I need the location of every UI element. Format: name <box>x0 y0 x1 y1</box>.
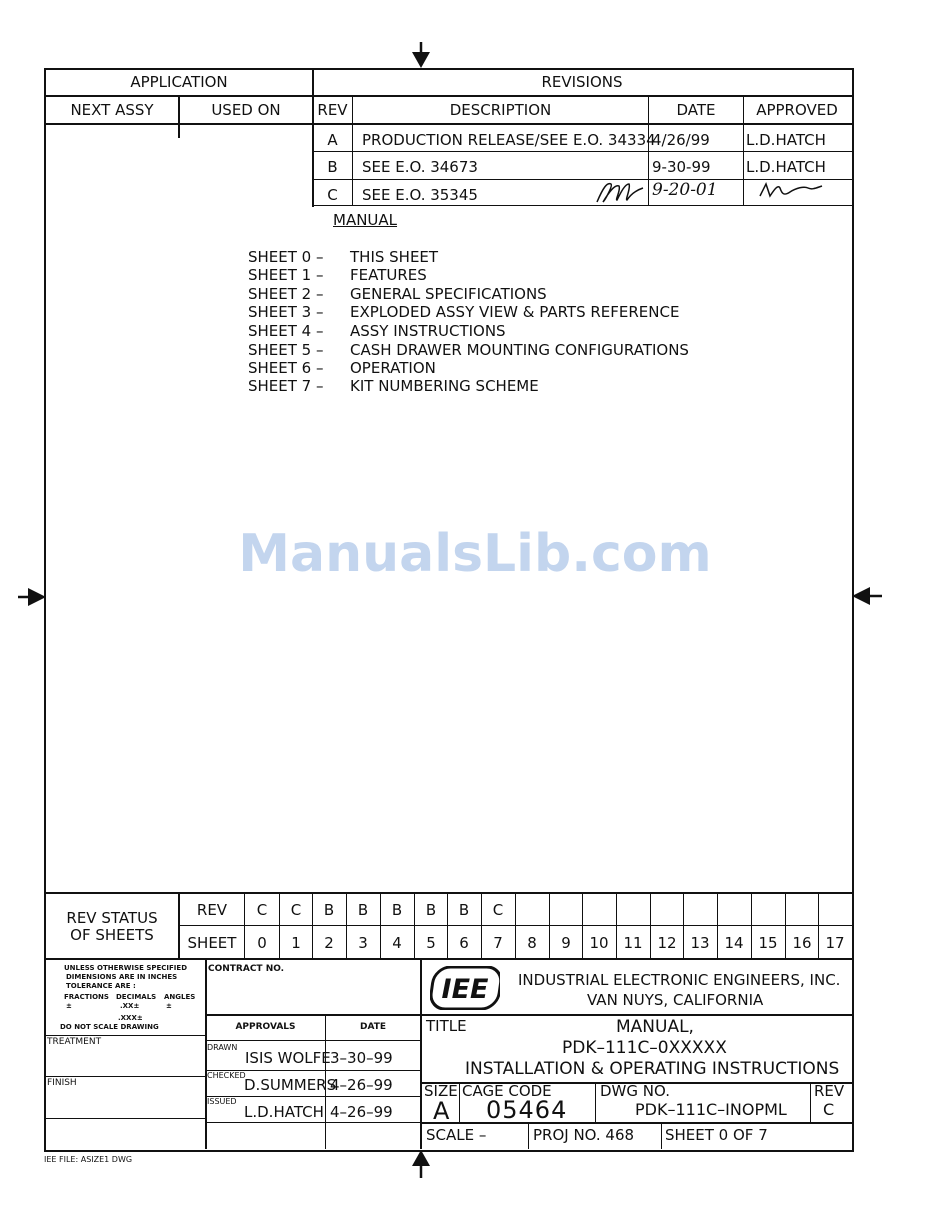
notes-xx: .XX± <box>120 1002 140 1010</box>
sheet-list-code: SHEET 7 – <box>248 377 324 395</box>
notes-pm1: ± <box>66 1002 72 1010</box>
rev-b-date: 9-30-99 <box>652 158 711 176</box>
notes-angles: ANGLES <box>164 993 196 1001</box>
rev-b-letter: B <box>327 158 338 176</box>
rev-status-rev-cell: B <box>391 901 403 919</box>
rev-value: C <box>823 1100 835 1119</box>
rev-c-signature-icon <box>593 178 649 210</box>
sheet-list-code: SHEET 6 – <box>248 359 324 377</box>
dwg-divider <box>810 1083 811 1123</box>
rev-status-rev-cell: C <box>492 901 504 919</box>
size-label: SIZE <box>424 1082 458 1100</box>
rev-status-rev-cell: B <box>357 901 369 919</box>
issued-name: L.D.HATCH <box>244 1103 324 1121</box>
rev-status-sheet-cell: 17 <box>825 934 845 952</box>
size-value: A <box>433 1097 450 1125</box>
issued-date: 4–26–99 <box>330 1103 393 1121</box>
treatment-bottom-line <box>44 1076 206 1077</box>
rev-status-rev-cell: C <box>256 901 268 919</box>
notes-no-scale: DO NOT SCALE DRAWING <box>60 1023 159 1031</box>
rev-status-sheet-cell: 7 <box>493 934 503 952</box>
notes-xxx: .XXX± <box>118 1014 143 1022</box>
watermark: ManualsLib.com <box>238 524 712 584</box>
rev-status-sheet-cell: 15 <box>758 934 778 952</box>
iee-logo-icon <box>430 966 500 1014</box>
sheet-list-code: SHEET 2 – <box>248 285 324 303</box>
bottom-center-arrow-icon <box>411 1150 431 1178</box>
approvals-divider <box>420 959 422 1149</box>
company-name: INDUSTRIAL ELECTRONIC ENGINEERS, INC. <box>518 971 841 989</box>
approved-col-header: APPROVED <box>756 101 838 119</box>
contract-bottom-line <box>206 1014 852 1016</box>
treatment-label: TREATMENT <box>47 1037 102 1047</box>
next-assy-label: NEXT ASSY <box>70 101 154 119</box>
rev-row-line-1 <box>312 151 852 152</box>
rev-b-approved: L.D.HATCH <box>746 158 826 176</box>
sheet-list-desc: KIT NUMBERING SCHEME <box>350 377 539 395</box>
revisions-divider-2 <box>312 123 852 125</box>
rev-status-top-line <box>44 892 852 894</box>
rev-status-bottom-line <box>44 958 852 960</box>
left-middle-arrow-icon <box>18 587 46 607</box>
approvals-row-line-3 <box>206 1122 421 1123</box>
approvals-date-header: DATE <box>359 1022 387 1032</box>
rev-a-letter: A <box>327 131 338 149</box>
notes-bottom-line <box>44 1035 206 1036</box>
sheet-list-code: SHEET 4 – <box>248 322 324 340</box>
rev-status-rev-cell: C <box>290 901 302 919</box>
sheet-list-code: SHEET 5 – <box>248 341 324 359</box>
cage-divider <box>595 1083 596 1123</box>
rev-status-rev-cell: B <box>323 901 335 919</box>
company-location: VAN NUYS, CALIFORNIA <box>587 991 764 1009</box>
sheet-list-code: SHEET 0 – <box>248 248 324 266</box>
sheet-list-code: SHEET 1 – <box>248 266 324 284</box>
revisions-header: REVISIONS <box>541 73 623 91</box>
finish-label: FINISH <box>47 1078 77 1088</box>
rev-c-description: SEE E.O. 35345 <box>362 186 478 204</box>
rev-row-label: REV <box>196 901 228 919</box>
rev-status-sheet-cell: 2 <box>324 934 334 952</box>
rev-a-description: PRODUCTION RELEASE/SEE E.O. 34334 <box>362 131 656 149</box>
sheet-list-code: SHEET 3 – <box>248 303 324 321</box>
checked-label: CHECKED <box>207 1071 246 1080</box>
finish-bottom-line <box>44 1118 206 1119</box>
rev-status-rev-cell: B <box>458 901 470 919</box>
rev-status-sheet-cell: 5 <box>426 934 436 952</box>
checked-name: D.SUMMERS <box>244 1076 337 1094</box>
used-on-label: USED ON <box>211 101 281 119</box>
right-middle-arrow-icon <box>852 586 882 606</box>
file-label: IEE FILE: ASIZE1 DWG <box>44 1155 133 1164</box>
sheet-list-desc: EXPLODED ASSY VIEW & PARTS REFERENCE <box>350 303 680 321</box>
sheet-list-desc: GENERAL SPECIFICATIONS <box>350 285 547 303</box>
rev-status-sheet-cell: 14 <box>724 934 744 952</box>
scale-divider <box>528 1123 529 1149</box>
approvals-row-line-2 <box>206 1096 421 1097</box>
sheet-list-desc: OPERATION <box>350 359 436 377</box>
rev-a-approved: L.D.HATCH <box>746 131 826 149</box>
sheet-of: SHEET 0 OF 7 <box>665 1126 768 1144</box>
rev-status-rev-cell: B <box>425 901 437 919</box>
top-center-arrow-icon <box>411 42 431 68</box>
cage-code-label: CAGE CODE <box>462 1082 552 1100</box>
proj-divider <box>661 1123 662 1149</box>
notes-fractions: FRACTIONS <box>64 993 109 1001</box>
rev-status-sheet-cell: 6 <box>459 934 469 952</box>
cage-code-value: 05464 <box>486 1096 568 1124</box>
rev-status-label-2: OF SHEETS <box>70 926 154 944</box>
rev-status-sheet-cell: 4 <box>392 934 402 952</box>
title-line3: INSTALLATION & OPERATING INSTRUCTIONS <box>465 1059 840 1079</box>
revisions-divider <box>312 95 852 97</box>
rev-status-sheet-cell: 0 <box>257 934 267 952</box>
drawn-name: ISIS WOLFE <box>245 1049 331 1067</box>
size-divider <box>459 1083 460 1123</box>
rev-a-date: 4/26/99 <box>652 131 710 149</box>
rev-col-header: REV <box>317 101 348 119</box>
rev-status-sheet-cell: 16 <box>792 934 812 952</box>
drawn-label: DRAWN <box>207 1043 238 1052</box>
iee-logo-text: IEE <box>441 974 489 1005</box>
title-line2: PDK–111C–0XXXXX <box>562 1038 727 1058</box>
sheet-list-desc: ASSY INSTRUCTIONS <box>350 322 506 340</box>
description-col-header: DESCRIPTION <box>449 101 552 119</box>
rev-c-letter: C <box>327 186 338 204</box>
rev-status-sheet-cell: 12 <box>657 934 677 952</box>
rev-c-date: 9-20-01 <box>652 180 718 200</box>
dwg-no-value: PDK–111C–INOPML <box>635 1100 787 1119</box>
rev-label: REV <box>814 1082 845 1100</box>
sheet-list-desc: THIS SHEET <box>350 248 439 266</box>
title-line1: MANUAL, <box>616 1017 694 1037</box>
notes-line1: UNLESS OTHERWISE SPECIFIED <box>64 964 188 972</box>
sheet-row-label: SHEET <box>187 934 237 952</box>
rev-status-label-1: REV STATUS <box>66 909 158 927</box>
rev-status-sheet-cell: 9 <box>561 934 571 952</box>
scale-label: SCALE – <box>426 1126 487 1144</box>
sheet-list-desc: CASH DRAWER MOUNTING CONFIGURATIONS <box>350 341 689 359</box>
rev-c-approved-signature-icon <box>756 180 826 206</box>
rev-status-sheet-cell: 1 <box>291 934 301 952</box>
date-col-header: DATE <box>676 101 716 119</box>
notes-line3: TOLERANCE ARE : <box>66 982 136 990</box>
rev-status-sheet-cell: 10 <box>589 934 609 952</box>
contract-label: CONTRACT NO. <box>208 964 285 974</box>
notes-line2: DIMENSIONS ARE IN INCHES <box>66 973 178 981</box>
rev-b-description: SEE E.O. 34673 <box>362 158 478 176</box>
notes-divider <box>205 959 207 1149</box>
sheet-list-desc: FEATURES <box>350 266 427 284</box>
application-header: APPLICATION <box>130 73 228 91</box>
rev-status-sheet-cell: 8 <box>527 934 537 952</box>
approvals-header-line <box>206 1040 421 1041</box>
approvals-header: APPROVALS <box>235 1022 296 1032</box>
checked-date: 4–26–99 <box>330 1076 393 1094</box>
rev-status-sheet-cell: 3 <box>358 934 368 952</box>
drawn-date: 3–30–99 <box>330 1049 393 1067</box>
rev-status-sheet-cell: 13 <box>690 934 710 952</box>
dwg-no-label: DWG NO. <box>600 1082 670 1100</box>
manual-title: MANUAL <box>333 211 398 229</box>
issued-label: ISSUED <box>207 1097 237 1106</box>
proj-no: PROJ NO. 468 <box>533 1126 635 1144</box>
title-label: TITLE <box>426 1017 467 1035</box>
notes-decimals: DECIMALS <box>116 993 157 1001</box>
rev-status-sheet-cell: 11 <box>623 934 643 952</box>
notes-pm2: ± <box>166 1002 172 1010</box>
